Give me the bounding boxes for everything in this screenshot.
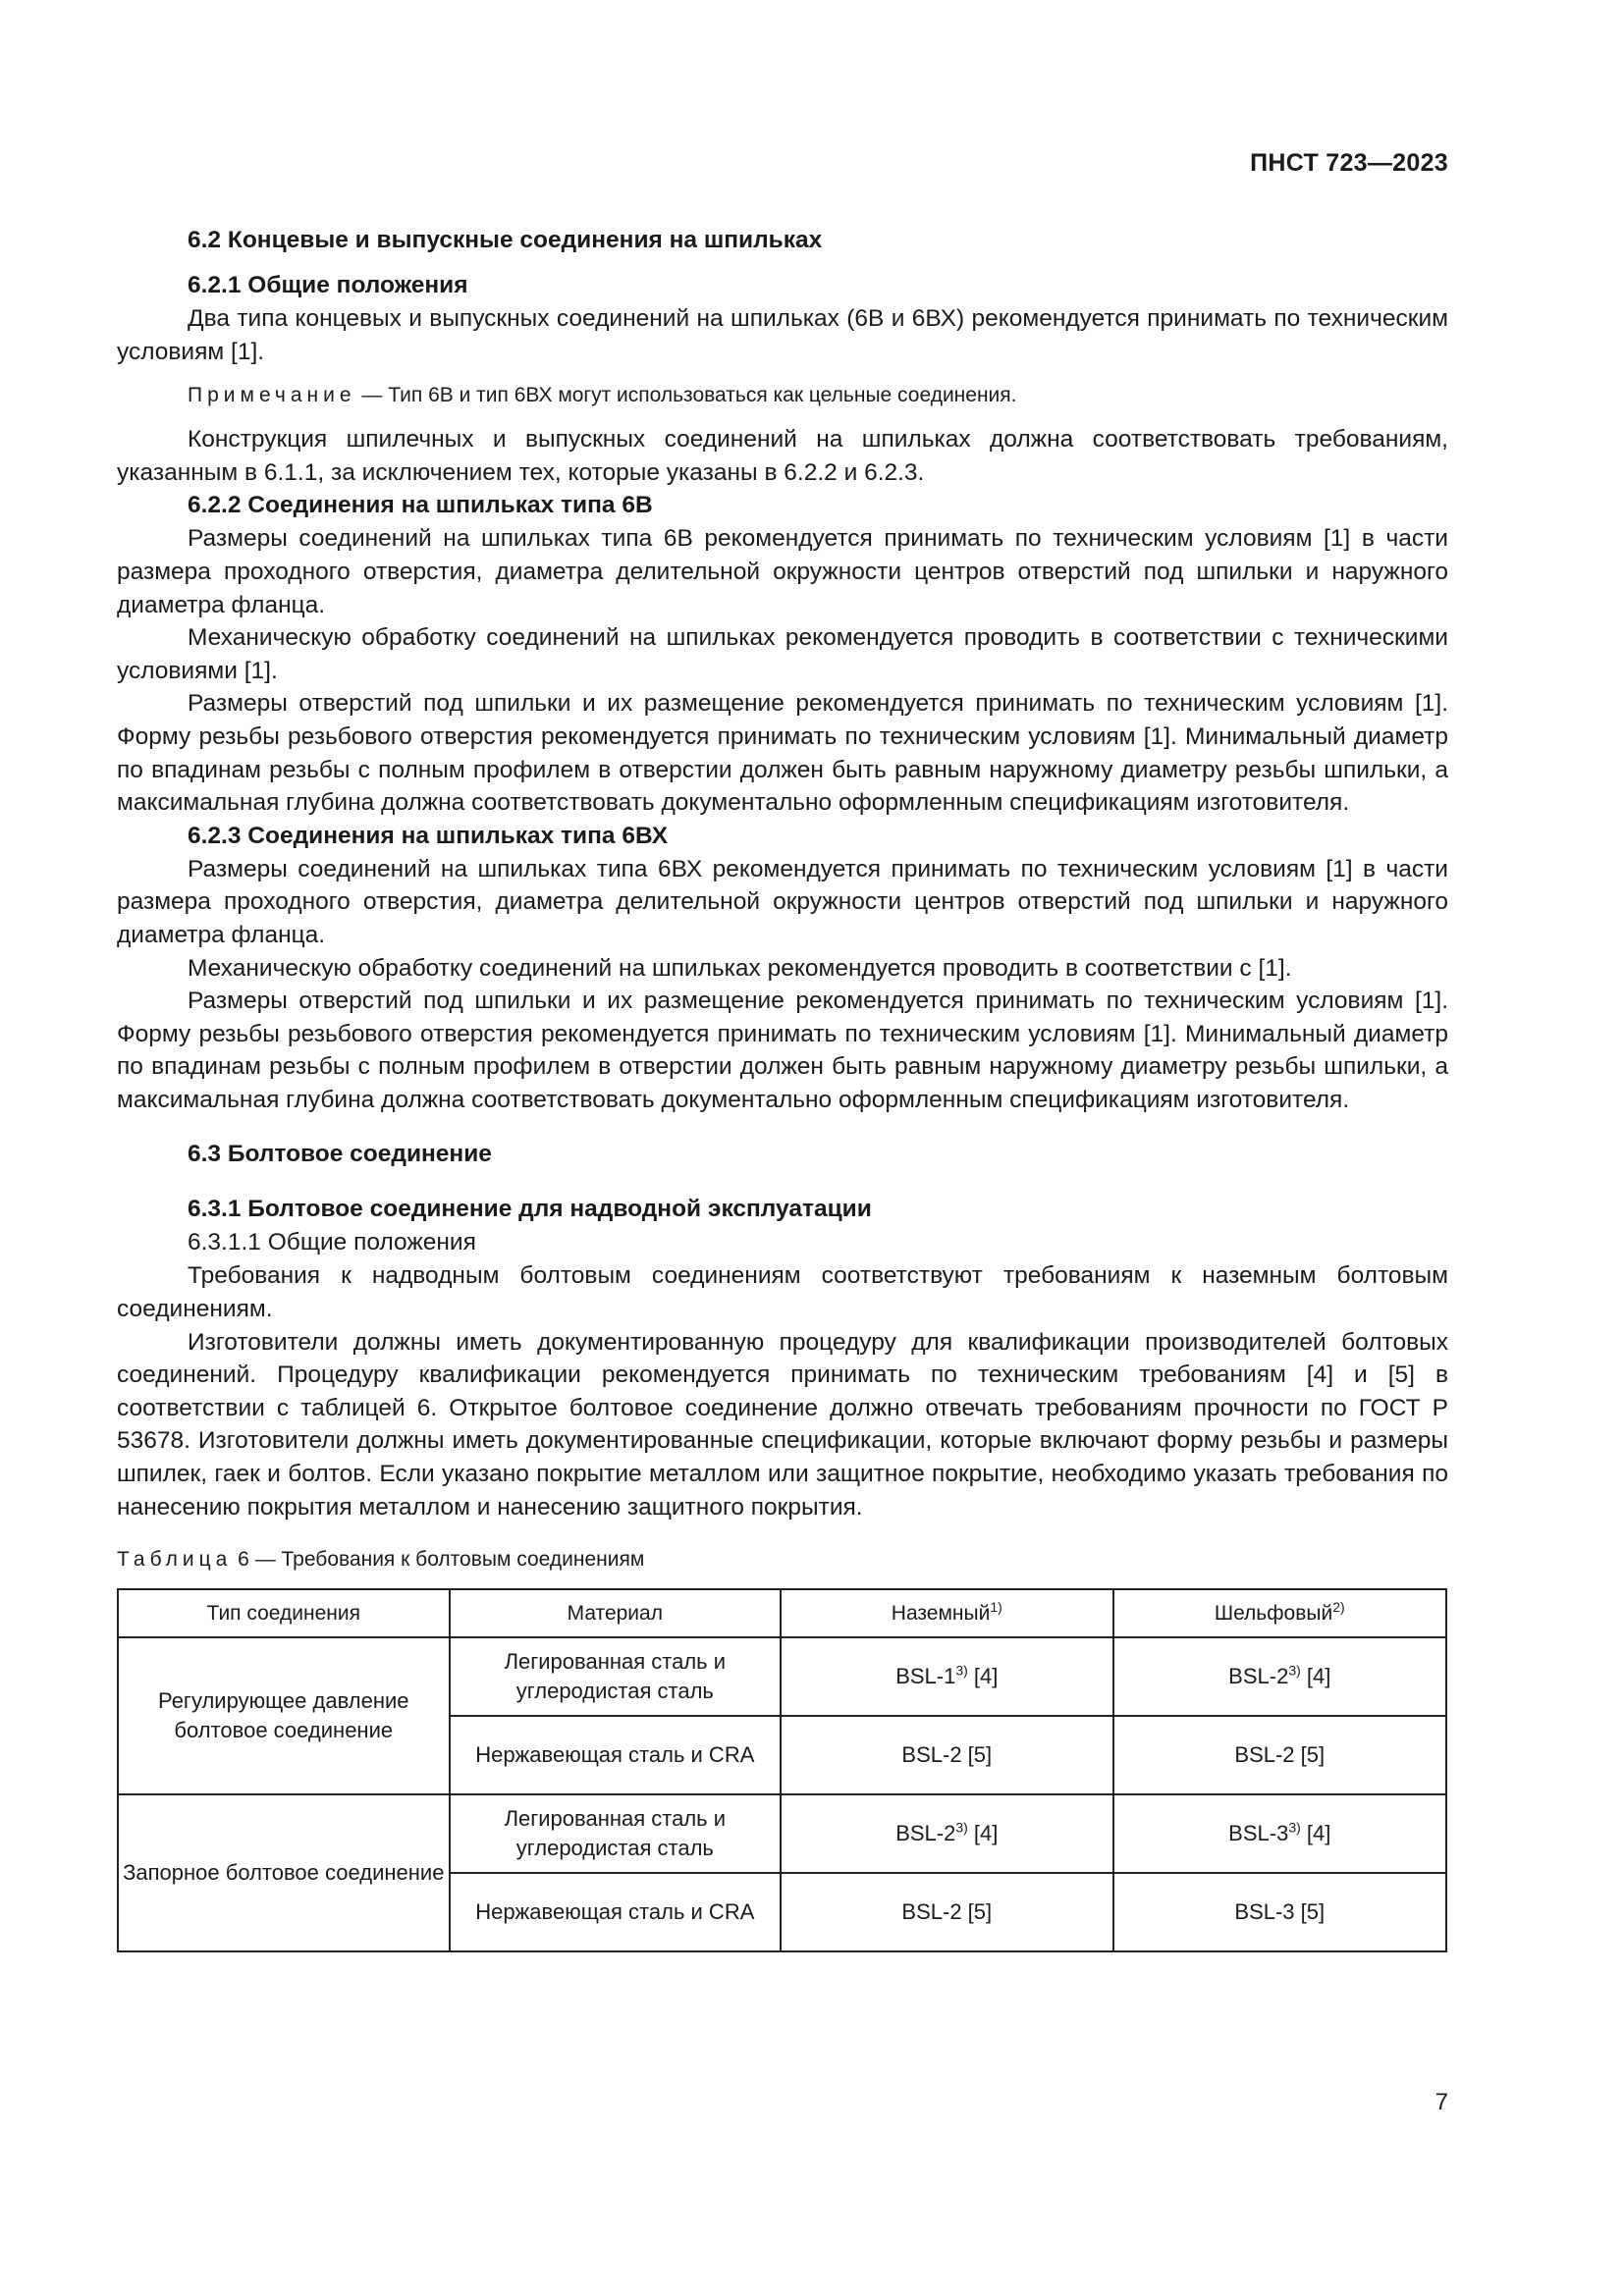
paragraph: Два типа концевых и выпускных соединений на шпильках (6В и 6ВХ) рекомендуется принимать по техническим условиям [1]. bbox=[117, 305, 1448, 365]
paragraph: Размеры соединений на шпильках типа 6В рекомендуется принимать по техническим условиям [1] в части размера проходного отверстия, диаметра делительной окружности центров отверстий под шпильки и наружного диаметра фланца. bbox=[117, 525, 1448, 618]
table-caption-text: 6 — Требования к болтовым соединениям bbox=[232, 1548, 645, 1572]
cell-material: Нержавеющая сталь и CRA bbox=[450, 1716, 782, 1794]
section-6-3-heading: 6.3 Болтовое соединение bbox=[188, 1141, 492, 1168]
paragraph: Механическую обработку соединений на шпильках рекомендуется проводить в соответствии с техническими условиями [1]. bbox=[117, 624, 1448, 684]
table-header-row bbox=[118, 1589, 1446, 1637]
paragraph: Требования к надводным болтовым соединениям соответствуют требованиям к наземным болтовым соединениям. bbox=[117, 1262, 1448, 1323]
table-row bbox=[118, 1637, 1446, 1716]
cell-type: Запорное болтовое соединение bbox=[118, 1794, 450, 1951]
cell-shelf: BSL-3$^{3)}$ [4] bbox=[1113, 1794, 1447, 1873]
cell-material: Легированная сталь и углеродистая сталь bbox=[450, 1794, 782, 1873]
cell-onshore: BSL-1$^{3)}$ [4] bbox=[781, 1637, 1112, 1716]
cell-onshore: BSL-2$^{3)}$ [4] bbox=[781, 1794, 1112, 1873]
section-6-2-2-heading: 6.2.2 Соединения на шпильках типа 6В bbox=[188, 492, 653, 519]
section-6-3-1-1-heading: 6.3.1.1 Общие положения bbox=[188, 1229, 476, 1256]
paragraph: Размеры отверстий под шпильки и их размещение рекомендуется принимать по техническим условиям [1]. Форму резьбы резьбового отверстия рекомендуется принимать по техническим условиям [1]. Минимальный диаметр по впадинам резьбы с полным профилем в отверстии должен быть равным наружному диаметру резьбы шпильки, а максимальная глубина должна соответствовать документально оформленным спецификациям изготовителя. bbox=[117, 690, 1448, 817]
cell-type: Регулирующее давление болтовое соединение bbox=[118, 1637, 450, 1794]
table-row bbox=[118, 1794, 1446, 1873]
cell-shelf: BSL-3 [5] bbox=[1113, 1873, 1447, 1951]
paragraph: Механическую обработку соединений на шпильках рекомендуется проводить в соответствии с [1]. bbox=[188, 954, 1292, 982]
header-shelf: Шельфовый$^{2)}$ bbox=[1113, 1589, 1447, 1637]
table-caption-label: Таблица bbox=[117, 1548, 233, 1572]
note-text: — Тип 6В и тип 6ВХ могут использоваться как цельные соединения. bbox=[355, 384, 1017, 407]
section-6-3-1-heading: 6.3.1 Болтовое соединение для надводной эксплуатации bbox=[188, 1196, 872, 1223]
paragraph: Размеры соединений на шпильках типа 6ВХ рекомендуется принимать по техническим условиям [1] в части размера проходного отверстия, диаметра делительной окружности центров отверстий под шпильки и наружного диаметра фланца. bbox=[117, 855, 1448, 948]
cell-shelf: BSL-2 [5] bbox=[1113, 1716, 1447, 1794]
cell-onshore: BSL-2 [5] bbox=[781, 1873, 1112, 1951]
cell-shelf: BSL-2$^{3)}$ [4] bbox=[1113, 1637, 1447, 1716]
page-content bbox=[117, 224, 1448, 1952]
cell-onshore: BSL-2 [5] bbox=[781, 1716, 1112, 1794]
section-6-2-heading: 6.2 Концевые и выпускные соединения на шпильках bbox=[188, 227, 823, 253]
section-6-2-1-heading: 6.2.1 Общие положения bbox=[188, 272, 468, 298]
cell-material: Легированная сталь и углеродистая сталь bbox=[450, 1637, 782, 1716]
cell-material: Нержавеющая сталь и CRA bbox=[450, 1873, 782, 1951]
document-code: ПНСТ 723—2023 bbox=[1250, 149, 1448, 177]
requirements-table bbox=[117, 1588, 1447, 1952]
paragraph: Конструкция шпилечных и выпускных соединений на шпильках должна соответствовать требованиям, указанным в 6.1.1, за исключением тех, которые указаны в 6.2.2 и 6.2.3. bbox=[117, 426, 1448, 486]
note-label: Примечание bbox=[188, 384, 356, 407]
section-6-2-3-heading: 6.2.3 Соединения на шпильках типа 6ВХ bbox=[188, 822, 669, 849]
page-number: 7 bbox=[1435, 2089, 1448, 2115]
header-type: Тип соединения bbox=[118, 1589, 450, 1637]
paragraph: Изготовители должны иметь документированную процедуру для квалификации производителей болтовых соединений. Процедуру квалификации рекомендуется принимать по техническим требованиям [4] и [5] в соответствии с таблицей 6. Открытое болтовое соединение должно отвечать требованиям прочности по ГОСТ Р 53678. Изготовители должны иметь документированные спецификации, которые включают форму резьбы и размеры шпилек, гаек и болтов. Если указано покрытие металлом или защитное покрытие, необходимо указать требования по нанесению покрытия металлом и нанесению защитного покрытия. bbox=[117, 1328, 1448, 1521]
header-material: Материал bbox=[450, 1589, 782, 1637]
table-caption bbox=[117, 1545, 1448, 1575]
note bbox=[117, 380, 1448, 411]
paragraph: Размеры отверстий под шпильки и их размещение рекомендуется принимать по техническим условиям [1]. Форму резьбы резьбового отверстия рекомендуется принимать по техническим условиям [1]. Минимальный диаметр по впадинам резьбы с полным профилем в отверстии должен быть равным наружному диаметру резьбы шпильки, а максимальная глубина должна соответствовать документально оформленным спецификациям изготовителя. bbox=[117, 988, 1448, 1113]
header-onshore: Наземный$^{1)}$ bbox=[781, 1589, 1112, 1637]
